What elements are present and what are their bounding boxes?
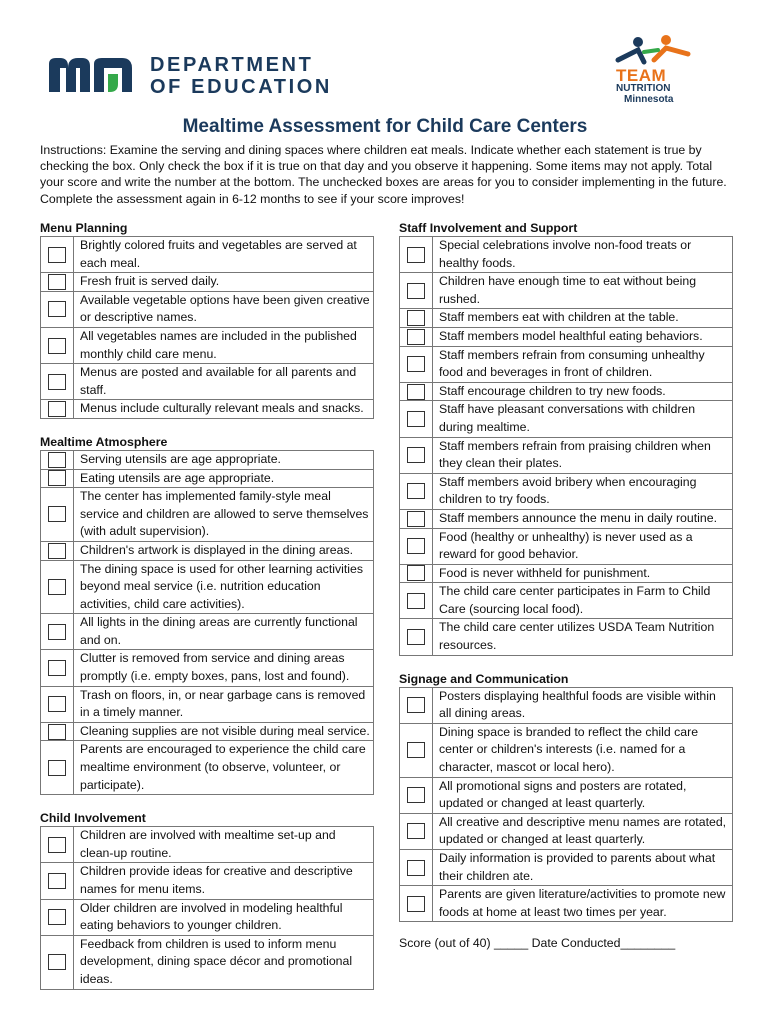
checkbox-cell — [400, 309, 433, 328]
checkbox-cell — [400, 273, 433, 309]
checklist-statement: All vegetables names are included in the published monthly child care menu. — [74, 327, 374, 363]
checklist-row — [41, 741, 374, 795]
checklist-statement: Older children are involved in modeling healthful eating behaviors to younger children. — [74, 899, 374, 935]
checkbox-cell — [400, 237, 433, 273]
checkbox-cell — [41, 722, 74, 741]
checkbox-cell — [41, 650, 74, 686]
checklist-statement: The center has implemented family-style meal service and children are allowed to serve themselves (with adult supervision). — [74, 488, 374, 542]
checklist-statement: Cleaning supplies are not visible during meal service. — [74, 722, 374, 741]
checklist-row — [41, 541, 374, 560]
checklist-statement: Menus include culturally relevant meals and snacks. — [74, 400, 374, 419]
checklist-staff-involvement — [399, 236, 733, 656]
checklist-statement: Staff members announce the menu in daily routine. — [433, 509, 733, 528]
checklist-row — [41, 722, 374, 741]
checkbox[interactable] — [48, 837, 66, 853]
checklist-statement: Menus are posted and available for all parents and staff. — [74, 364, 374, 400]
checklist-row — [400, 528, 733, 564]
checklist-menu-planning — [40, 236, 374, 419]
checkbox-cell — [41, 291, 74, 327]
section-title-menu-planning: Menu Planning — [40, 221, 128, 235]
checklist-statement: Dining space is branded to reflect the child care center or children's interests (i.e. named for a character, mascot or local hero). — [433, 723, 733, 777]
page-header — [0, 0, 770, 115]
checklist-row — [400, 382, 733, 401]
checklist-row — [41, 899, 374, 935]
checkbox-cell — [41, 327, 74, 363]
checkbox-cell — [41, 560, 74, 614]
checkbox[interactable] — [407, 310, 425, 326]
checklist-statement: Children's artwork is displayed in the dining areas. — [74, 541, 374, 560]
checkbox[interactable] — [407, 823, 425, 839]
checkbox[interactable] — [48, 660, 66, 676]
checkbox-cell — [41, 469, 74, 488]
checkbox[interactable] — [48, 452, 66, 468]
checklist-row — [400, 777, 733, 813]
checkbox[interactable] — [407, 356, 425, 372]
right-column — [399, 220, 733, 950]
checkbox-cell — [41, 400, 74, 419]
checklist-statement: Eating utensils are age appropriate. — [74, 469, 374, 488]
checkbox-cell — [400, 401, 433, 437]
checklist-statement: Children provide ideas for creative and descriptive names for menu items. — [74, 863, 374, 899]
checkbox-cell — [41, 686, 74, 722]
checklist-statement: Daily information is provided to parents about what their children ate. — [433, 850, 733, 886]
department-name: DEPARTMENT OF EDUCATION — [150, 54, 332, 98]
checkbox[interactable] — [48, 470, 66, 486]
checkbox[interactable] — [48, 506, 66, 522]
checkbox-cell — [400, 564, 433, 583]
checkbox[interactable] — [407, 860, 425, 876]
checklist-row — [400, 327, 733, 346]
checkbox[interactable] — [48, 274, 66, 290]
checklist-row — [41, 560, 374, 614]
checklist-row — [41, 327, 374, 363]
checkbox-cell — [400, 619, 433, 655]
checklist-statement: Feedback from children is used to inform menu development, dining space décor and promotional ideas. — [74, 935, 374, 989]
checkbox-cell — [400, 687, 433, 723]
checklist-row — [400, 401, 733, 437]
checklist-statement: Staff have pleasant conversations with children during mealtime. — [433, 401, 733, 437]
team-nutrition-word: NUTRITION — [616, 83, 671, 94]
checkbox-cell — [400, 528, 433, 564]
checklist-mealtime-atmosphere — [40, 450, 374, 795]
checkbox-cell — [41, 364, 74, 400]
checklist-row — [41, 237, 374, 273]
checkbox-cell — [41, 935, 74, 989]
checkbox[interactable] — [407, 697, 425, 713]
section-title-mealtime-atmosphere: Mealtime Atmosphere — [40, 434, 168, 449]
checkbox-cell — [41, 237, 74, 273]
checklist-row — [400, 619, 733, 655]
checklist-statement: Staff members refrain from praising children when they clean their plates. — [433, 437, 733, 473]
checklist-statement: The child care center participates in Farm to Child Care (sourcing local food). — [433, 583, 733, 619]
checkbox-cell — [400, 382, 433, 401]
checklist-row — [41, 686, 374, 722]
checkbox-cell — [41, 488, 74, 542]
checkbox[interactable] — [407, 283, 425, 299]
section-title-signage: Signage and Communication — [399, 671, 569, 686]
checklist-row — [400, 346, 733, 382]
page-title: Mealtime Assessment for Child Care Centers — [182, 116, 588, 137]
checklist-row — [41, 273, 374, 292]
checkbox[interactable] — [407, 787, 425, 803]
checkbox-cell — [400, 437, 433, 473]
checklist-signage — [399, 687, 733, 923]
checklist-statement: Staff encourage children to try new foods. — [433, 382, 733, 401]
checklist-statement: Staff members refrain from consuming unhealthy food and beverages in front of children. — [433, 346, 733, 382]
checkbox[interactable] — [48, 247, 66, 263]
checkbox[interactable] — [48, 624, 66, 640]
checklist-row — [400, 850, 733, 886]
checklist-row — [400, 687, 733, 723]
checkbox-cell — [400, 850, 433, 886]
checkbox[interactable] — [407, 593, 425, 609]
checklist-row — [41, 291, 374, 327]
checklist-row — [41, 650, 374, 686]
checklist-statement: Fresh fruit is served daily. — [74, 273, 374, 292]
checkbox[interactable] — [48, 724, 66, 740]
checkbox[interactable] — [407, 411, 425, 427]
checkbox[interactable] — [407, 742, 425, 758]
checkbox[interactable] — [48, 338, 66, 354]
checklist-row — [400, 437, 733, 473]
checkbox-cell — [41, 863, 74, 899]
checklist-row — [41, 614, 374, 650]
checklist-row — [41, 450, 374, 469]
checklist-statement: Staff members model healthful eating behaviors. — [433, 327, 733, 346]
checkbox[interactable] — [407, 329, 425, 345]
checklist-row — [41, 400, 374, 419]
checklist-statement: Brightly colored fruits and vegetables are served at each meal. — [74, 237, 374, 273]
checklist-statement: The child care center utilizes USDA Team Nutrition resources. — [433, 619, 733, 655]
checklist-statement: Food (healthy or unhealthy) is never used as a reward for good behavior. — [433, 528, 733, 564]
checklist-child-involvement — [40, 826, 374, 989]
checkbox[interactable] — [48, 401, 66, 417]
checkbox[interactable] — [48, 909, 66, 925]
checkbox-cell — [400, 583, 433, 619]
checklist-statement: All lights in the dining areas are currently functional and on. — [74, 614, 374, 650]
checklist-row — [400, 583, 733, 619]
checkbox[interactable] — [407, 511, 425, 527]
checkbox[interactable] — [48, 543, 66, 559]
checklist-row — [400, 723, 733, 777]
checkbox[interactable] — [407, 384, 425, 400]
checklist-statement: Posters displaying healthful foods are visible within all dining areas. — [433, 687, 733, 723]
checkbox-cell — [400, 473, 433, 509]
left-column — [40, 220, 374, 990]
checklist-statement: Parents are encouraged to experience the child care mealtime environment (to observe, volunteer, or participate). — [74, 741, 374, 795]
checklist-statement: Clutter is removed from service and dining areas promptly (i.e. empty boxes, pans, lost and found). — [74, 650, 374, 686]
checklist-statement: Staff members eat with children at the table. — [433, 309, 733, 328]
checklist-statement: Food is never withheld for punishment. — [433, 564, 733, 583]
checkbox[interactable] — [407, 538, 425, 554]
checklist-statement: All promotional signs and posters are rotated, updated or changed at least quarterly. — [433, 777, 733, 813]
checklist-statement: Trash on floors, in, or near garbage cans is removed in a timely manner. — [74, 686, 374, 722]
checklist-statement: Staff members avoid bribery when encouraging children to try foods. — [433, 473, 733, 509]
checklist-row — [41, 488, 374, 542]
checklist-row — [400, 886, 733, 922]
checkbox[interactable] — [48, 873, 66, 889]
checklist-row — [400, 564, 733, 583]
checkbox[interactable] — [407, 629, 425, 645]
checklist-row — [41, 863, 374, 899]
checkbox-cell — [41, 541, 74, 560]
checklist-row — [400, 237, 733, 273]
checkbox-cell — [41, 450, 74, 469]
checkbox-cell — [400, 813, 433, 849]
checklist-row — [400, 509, 733, 528]
checkbox-cell — [400, 509, 433, 528]
checklist-row — [400, 273, 733, 309]
minnesota-logo-icon — [46, 54, 136, 94]
checklist-statement: Children have enough time to eat without being rushed. — [433, 273, 733, 309]
checklist-statement: Children are involved with mealtime set-up and clean-up routine. — [74, 827, 374, 863]
checkbox[interactable] — [48, 696, 66, 712]
checklist-row — [400, 309, 733, 328]
checkbox-cell — [400, 886, 433, 922]
checkbox-cell — [400, 346, 433, 382]
checklist-statement: The dining space is used for other learning activities beyond meal service (i.e. nutrition education activities, child care activities). — [74, 560, 374, 614]
checkbox[interactable] — [407, 896, 425, 912]
checklist-statement: Available vegetable options have been given creative or descriptive names. — [74, 291, 374, 327]
checklist-row — [400, 473, 733, 509]
checklist-row — [400, 813, 733, 849]
checkbox[interactable] — [407, 483, 425, 499]
checkbox-cell — [400, 327, 433, 346]
checklist-row — [41, 469, 374, 488]
checkbox-cell — [41, 614, 74, 650]
checkbox-cell — [41, 827, 74, 863]
checklist-row — [41, 827, 374, 863]
section-title-child-involvement: Child Involvement — [40, 811, 146, 826]
checkbox-cell — [41, 741, 74, 795]
checklist-row — [41, 364, 374, 400]
checklist-statement: Serving utensils are age appropriate. — [74, 450, 374, 469]
checkbox-cell — [41, 899, 74, 935]
section-title-staff-involvement: Staff Involvement and Support — [399, 221, 578, 235]
checkbox-cell — [41, 273, 74, 292]
checklist-row — [41, 935, 374, 989]
score-line: Score (out of 40) _____ Date Conducted________ — [399, 936, 676, 951]
team-word: TEAM — [616, 66, 667, 85]
instructions: Instructions: Examine the serving and dining spaces where children eat meals. Indicate whether each statement is true by checking the box. Only check the box if it is true on that day and you observe it happening. Some items may not apply. Total your score and write the number at the bottom. The unchecked boxes are areas for you to consider implementing in the future. Complete the assessment again in 6-12 months to see if your score improves! — [40, 143, 727, 206]
checkbox-cell — [400, 777, 433, 813]
checklist-statement: Parents are given literature/activities to promote new foods at home at least two times per year. — [433, 886, 733, 922]
checkbox[interactable] — [407, 447, 425, 463]
checkbox[interactable] — [407, 247, 425, 263]
team-state: Minnesota — [624, 94, 674, 105]
checkbox-cell — [400, 723, 433, 777]
checkbox[interactable] — [48, 301, 66, 317]
checklist-statement: All creative and descriptive menu names are rotated, updated or changed at least quarterly. — [433, 813, 733, 849]
checkbox[interactable] — [407, 565, 425, 581]
checklist-statement: Special celebrations involve non-food treats or healthy foods. — [433, 237, 733, 273]
checkbox[interactable] — [48, 954, 66, 970]
checkbox[interactable] — [48, 579, 66, 595]
checkbox[interactable] — [48, 760, 66, 776]
checkbox[interactable] — [48, 374, 66, 390]
